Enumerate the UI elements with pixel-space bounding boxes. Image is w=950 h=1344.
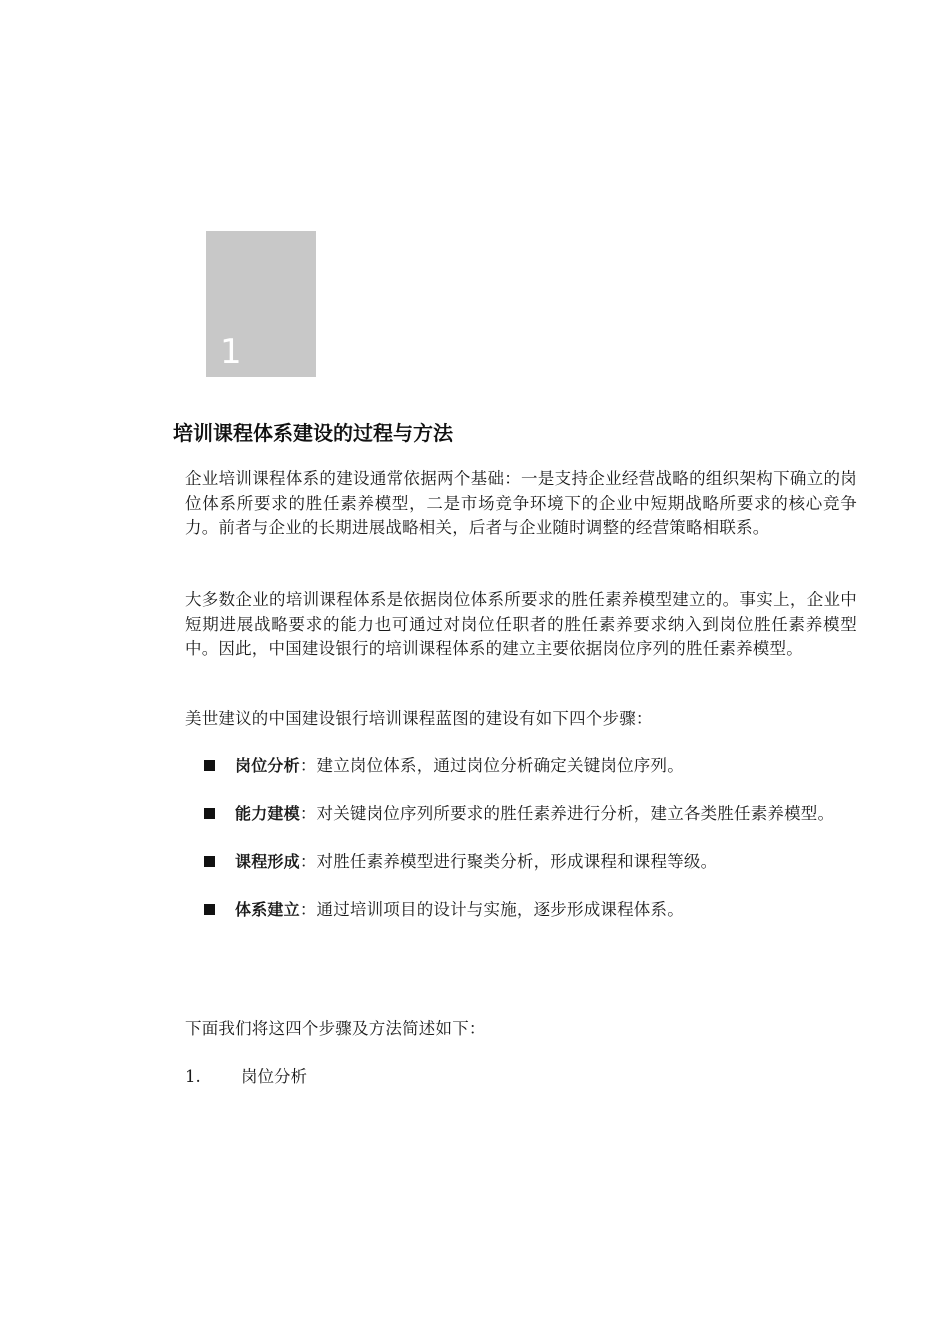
square-bullet-icon (204, 904, 215, 915)
numbered-heading (185, 1065, 307, 1089)
heading-label: 岗位分析 (241, 1067, 307, 1086)
paragraph-competency-model: 大多数企业的培训课程体系是依据岗位体系所要求的胜任素养模型建立的。事实上，企业中短期进展战略要求的能力也可通过对岗位任职者的胜任素养要求纳入到岗位胜任素养模型中。因此，中国建设银行的培训课程体系的建立主要依据岗位序列的胜任素养模型。 (185, 590, 857, 658)
paragraph-foundations: 企业培训课程体系的建设通常依据两个基础：一是支持企业经营战略的组织架构下确立的岗位体系所要求的胜任素养模型，二是市场竞争环境下的企业中短期战略所要求的核心竞争力。前者与企业的长期进展战略相关，后者与企业随时调整的经营策略相联系。 (185, 469, 857, 537)
bullet-text: ：对关键岗位序列所要求的胜任素养进行分析，建立各类胜任素养模型。 (299, 804, 835, 823)
bullet-text: ：对胜任素养模型进行聚类分析，形成课程和课程等级。 (299, 852, 718, 871)
section-title: 培训课程体系建设的过程与方法 (173, 421, 453, 445)
bullet-item (200, 850, 860, 874)
chapter-number: 1 (220, 332, 242, 372)
bullet-item (200, 754, 860, 778)
bullet-term: 能力建模 (235, 804, 300, 823)
square-bullet-icon (204, 856, 215, 867)
chapter-number-block (206, 231, 316, 377)
paragraph-steps-intro: 美世建议的中国建设银行培训课程蓝图的建设有如下四个步骤： (185, 709, 653, 728)
heading-number: 1. (185, 1067, 201, 1086)
square-bullet-icon (204, 760, 215, 771)
paragraph-method-intro: 下面我们将这四个步骤及方法简述如下： (185, 1019, 486, 1038)
square-bullet-icon (204, 808, 215, 819)
bullet-text: ：建立岗位体系，通过岗位分析确定关键岗位序列。 (299, 756, 684, 775)
bullet-text: ：通过培训项目的设计与实施，逐步形成课程体系。 (299, 900, 684, 919)
bullet-term: 岗位分析 (235, 756, 300, 775)
bullet-term: 课程形成 (235, 852, 300, 871)
bullet-item (200, 802, 860, 826)
bullet-term: 体系建立 (235, 900, 300, 919)
bullet-item (200, 898, 860, 922)
steps-bullet-list (200, 754, 860, 922)
